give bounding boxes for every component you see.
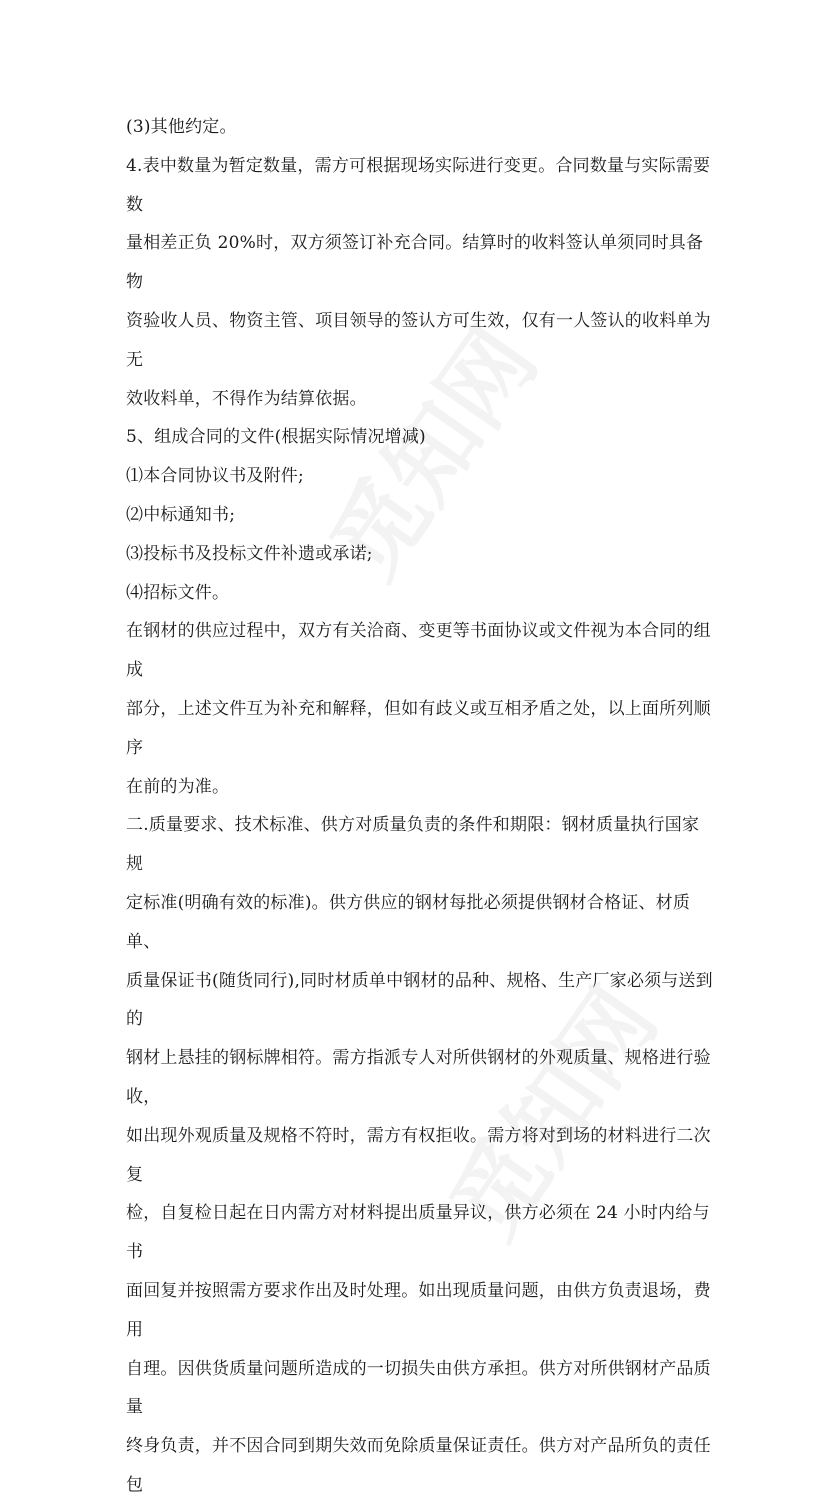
paragraph-quality-requirements: 二.质量要求、技术标准、供方对质量负责的条件和期限：钢材质量执行国家规 定标准(明确有效的标准)。供方供应的钢材每批必须提供钢材合格证、材质单、 质量保证书(随货同行),同时材质单中钢材的品种、规格、生产厂家必须与送到的 钢材上悬挂的钢标牌相符。需方指派专人对所供钢材的外观质量、规格进行验收， 如出现外观质量及规格不符时，需方有权拒收。需方将对到场的材料进行二次复 检，自复检日起在日内需方对材料提出质量异议，供方必须在 24 小时内给与书 面回复并按照需方要求作出及时处理。如出现质量问题，由供方负责退场，费用 自理。因供货质量问题所造成的一切损失由供方承担。供方对所供钢材产品质量 终身负责，并不因合同到期失效而免除质量保证责任。供方对产品所负的责任包 [126, 815, 713, 1495]
list-item-tender-documents: ⑷招标文件。 [126, 582, 230, 603]
paragraph-quantity-clause: 4.表中数量为暂定数量，需方可根据现场实际进行变更。合同数量与实际需要数 量相差正负 20%时，双方须签订补充合同。结算时的收料签认单须同时具备物 资验收人员、物资主管、项目领导的签认方可生效，仅有一人签认的收料单为无 效收料单，不得作为结算依据。 [126, 155, 711, 409]
document-body [126, 108, 716, 1505]
paragraph-other-terms: (3)其他约定。 [126, 117, 237, 137]
paragraph-contract-documents-heading: 5、组成合同的文件(根据实际情况增减) [126, 427, 426, 448]
paragraph-document-precedence: 在钢材的供应过程中，双方有关洽商、变更等书面协议或文件视为本合同的组成 部分，上述文件互为补充和解释，但如有歧义或互相矛盾之处，以上面所列顺序 在前的为准。 [126, 621, 711, 797]
list-item-agreement: ⑴本合同协议书及附件; [126, 466, 304, 487]
list-item-bid-documents: ⑶投标书及投标文件补遗或承诺; [126, 543, 373, 564]
list-item-award-notice: ⑵中标通知书; [126, 504, 236, 525]
